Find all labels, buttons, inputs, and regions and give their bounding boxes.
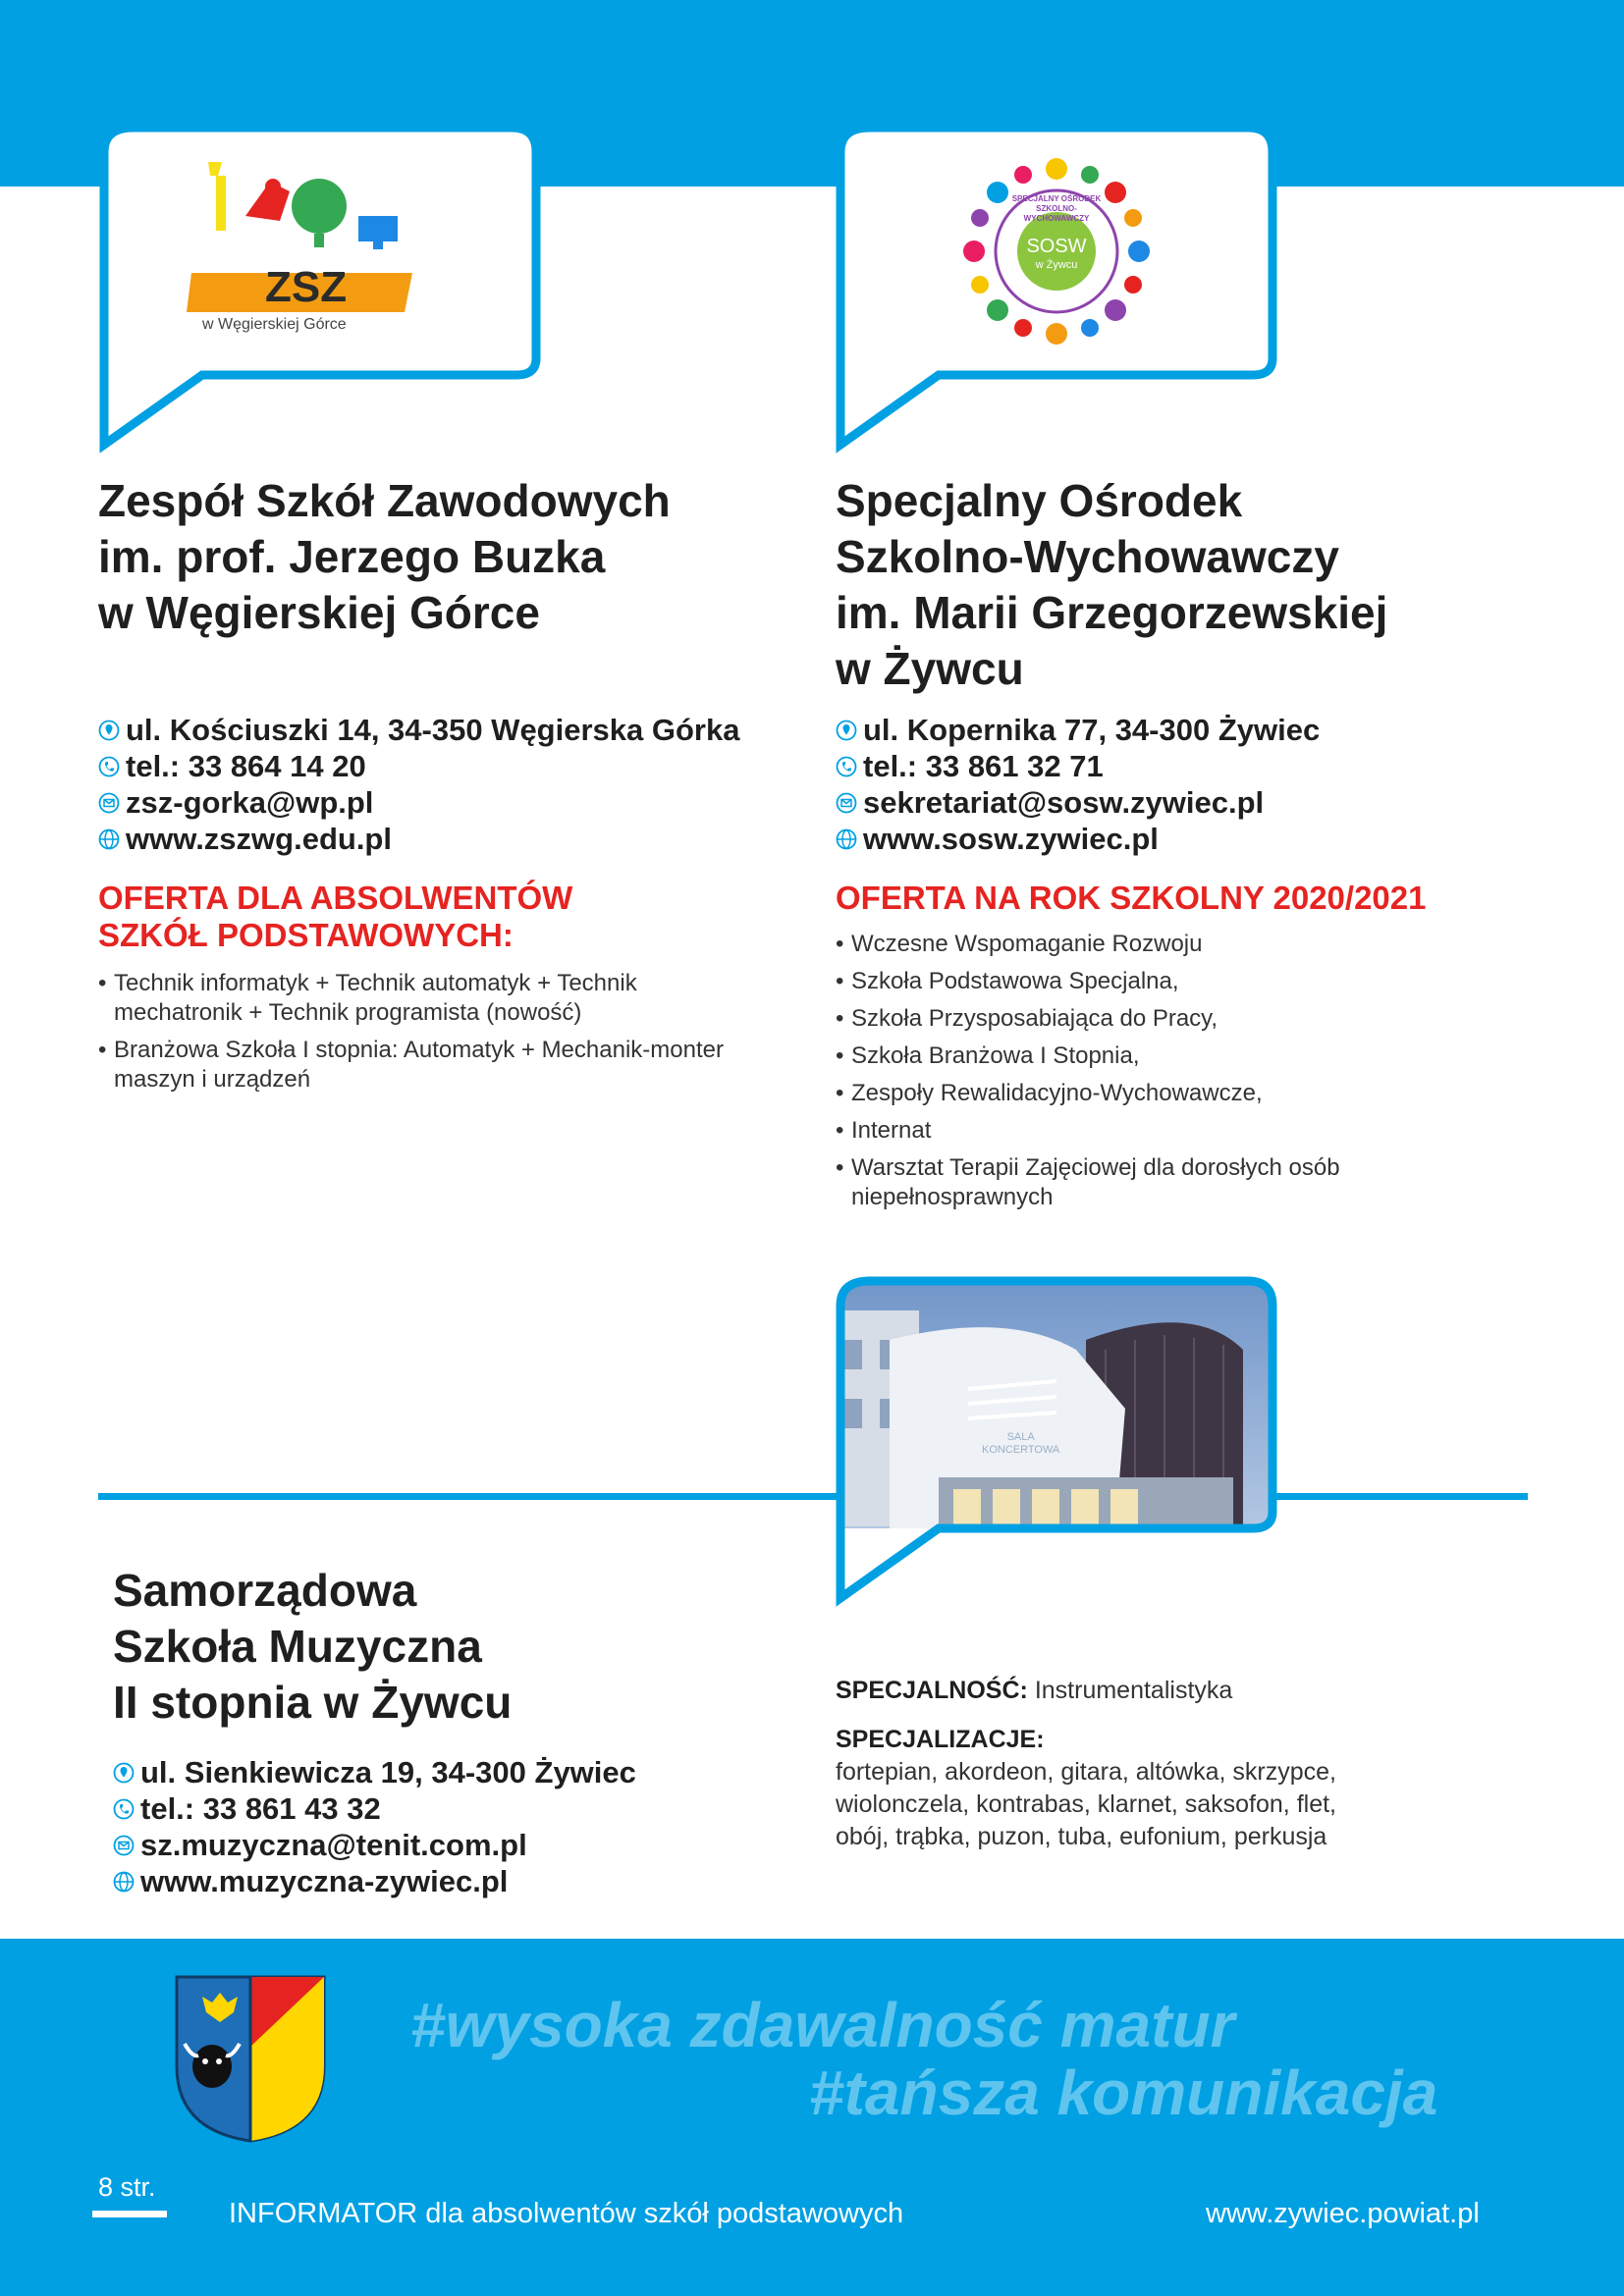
school3-title-line: Samorządowa: [113, 1565, 417, 1616]
school1-offer-heading-line: SZKÓŁ PODSTAWOWYCH:: [98, 917, 514, 953]
school3-phone: tel.: 33 861 43 32: [140, 1791, 381, 1826]
school1-title: [98, 473, 785, 641]
list-item: • Technik informatyk + Technik automatyk + Technik mechatronik + Technik programista (nowość): [98, 969, 766, 1028]
phone-icon: [98, 756, 120, 777]
school3-address: ul. Sienkiewicza 19, 34-300 Żywiec: [140, 1755, 636, 1789]
school3-address-row: [113, 1754, 636, 1790]
sosw-logo: [960, 155, 1153, 347]
school1-title-line: Zespół Szkół Zawodowych: [98, 475, 671, 526]
list-item: • Wczesne Wspomaganie Rozwoju: [836, 930, 1474, 959]
globe-icon: [98, 828, 120, 850]
school2-offer-heading: OFERTA NA ROK SZKOLNY 2020/2021: [836, 880, 1427, 916]
school2-title-line: w Żywcu: [836, 643, 1024, 694]
list-item: • Szkoła Branżowa I Stopnia,: [836, 1041, 1474, 1071]
sosw-logo-subtext: w Żywcu: [1035, 259, 1078, 271]
school1-offer-list: [98, 969, 766, 1095]
school3-specializations-line: fortepian, akordeon, gitara, altówka, skrzypce,: [836, 1758, 1336, 1786]
location-icon: [836, 720, 857, 741]
school3-title: [113, 1563, 800, 1731]
school3-specialty-value: Instrumentalistyka: [1034, 1677, 1233, 1704]
school1-title-line: w Węgierskiej Górce: [98, 587, 540, 638]
location-icon: [98, 720, 120, 741]
globe-icon: [836, 828, 857, 850]
zsz-logo: [187, 157, 422, 344]
hashtag-matura: #wysoka zdawalność matur: [410, 1990, 1235, 2060]
school3-specializations-line: wiolonczela, kontrabas, klarnet, saksofon, flet,: [836, 1790, 1336, 1818]
school2-phone: tel.: 33 861 32 71: [863, 749, 1104, 783]
school1-email-link[interactable]: zsz-gorka@wp.pl: [126, 785, 374, 820]
school1-offer-heading-line: OFERTA DLA ABSOLWENTÓW: [98, 880, 573, 916]
footer-website-link[interactable]: www.zywiec.powiat.pl: [1206, 2198, 1480, 2229]
school2-address-row: [836, 712, 1320, 748]
school2-title-line: Specjalny Ośrodek: [836, 475, 1243, 526]
coat-of-arms: [173, 1973, 328, 2145]
concert-hall-sign-line: SALA: [1006, 1431, 1035, 1443]
page-number: 8 str.: [98, 2172, 156, 2202]
school2-title-line: Szkolno-Wychowawczy: [836, 531, 1339, 582]
sosw-logo-ring-text: SPECJALNY OŚRODEK SZKOLNO-WYCHOWAWCZY: [1011, 194, 1102, 223]
location-icon: [113, 1762, 135, 1784]
school1-website-link[interactable]: www.zszwg.edu.pl: [126, 822, 392, 856]
school3-website-row[interactable]: [113, 1863, 636, 1899]
school3-email-link[interactable]: sz.muzyczna@tenit.com.pl: [140, 1828, 527, 1862]
list-item: • Szkoła Przysposabiająca do Pracy,: [836, 1004, 1474, 1034]
school1-contact: [98, 712, 739, 857]
school3-specializations-label: SPECJALIZACJE:: [836, 1726, 1045, 1753]
school3-title-line: Szkoła Muzyczna: [113, 1621, 482, 1672]
concert-hall-sign-line: KONCERTOWA: [982, 1444, 1060, 1456]
school2-title-line: im. Marii Grzegorzewskiej: [836, 587, 1388, 638]
school3-specialty-label: SPECJALNOŚĆ:: [836, 1677, 1028, 1704]
list-item: • Warsztat Terapii Zajęciowej dla dorosłych osób niepełnosprawnych: [836, 1153, 1474, 1212]
zsz-logo-subtext: w Węgierskiej Górce: [202, 316, 347, 333]
zsz-logo-text: ZSZ: [265, 263, 348, 311]
school1-phone: tel.: 33 864 14 20: [126, 749, 366, 783]
concert-hall-sign: [982, 1431, 1059, 1457]
list-item: • Zespoły Rewalidacyjno-Wychowawcze,: [836, 1079, 1474, 1108]
section-divider-left: [98, 1493, 837, 1500]
list-item: • Internat: [836, 1116, 1474, 1146]
school2-website-row[interactable]: [836, 821, 1320, 857]
school2-title: [836, 473, 1523, 697]
school2-offer-list: [836, 930, 1474, 1212]
sosw-logo-text: SOSW: [1026, 236, 1087, 257]
school3-specializations-line: obój, trąbka, puzon, tuba, eufonium, perkusja: [836, 1823, 1327, 1850]
email-icon: [113, 1835, 135, 1856]
school3-website-link[interactable]: www.muzyczna-zywiec.pl: [140, 1864, 509, 1898]
section-divider-right: [1272, 1493, 1528, 1500]
school1-offer-heading: [98, 880, 572, 954]
phone-icon: [836, 756, 857, 777]
email-icon: [836, 792, 857, 814]
school3-specialty: [836, 1675, 1232, 1707]
school1-address: ul. Kościuszki 14, 34-350 Węgierska Górka: [126, 713, 740, 747]
school1-phone-row: [98, 748, 739, 784]
school2-contact: [836, 712, 1320, 857]
list-item: • Szkoła Podstawowa Specjalna,: [836, 967, 1474, 996]
page-number-underline: [92, 2211, 167, 2217]
school2-email-row[interactable]: [836, 784, 1320, 821]
school3-contact: [113, 1754, 636, 1899]
school2-address: ul. Kopernika 77, 34-300 Żywiec: [863, 713, 1321, 747]
email-icon: [98, 792, 120, 814]
school2-email-link[interactable]: sekretariat@sosw.zywiec.pl: [863, 785, 1265, 820]
school3-specializations: [836, 1724, 1336, 1853]
list-item: • Branżowa Szkoła I stopnia: Automatyk + Mechanik-monter maszyn i urządzeń: [98, 1036, 766, 1095]
hashtag-komunikacja: #tańsza komunikacja: [809, 2057, 1438, 2128]
school1-title-line: im. prof. Jerzego Buzka: [98, 531, 606, 582]
school1-email-row[interactable]: [98, 784, 739, 821]
school2-website-link[interactable]: www.sosw.zywiec.pl: [863, 822, 1159, 856]
school1-website-row[interactable]: [98, 821, 739, 857]
school3-phone-row: [113, 1790, 636, 1827]
school1-address-row: [98, 712, 739, 748]
informator-text: INFORMATOR dla absolwentów szkół podstawowych: [229, 2198, 904, 2229]
phone-icon: [113, 1798, 135, 1820]
school3-email-row[interactable]: [113, 1827, 636, 1863]
school2-phone-row: [836, 748, 1320, 784]
globe-icon: [113, 1871, 135, 1893]
school3-title-line: II stopnia w Żywcu: [113, 1677, 513, 1728]
